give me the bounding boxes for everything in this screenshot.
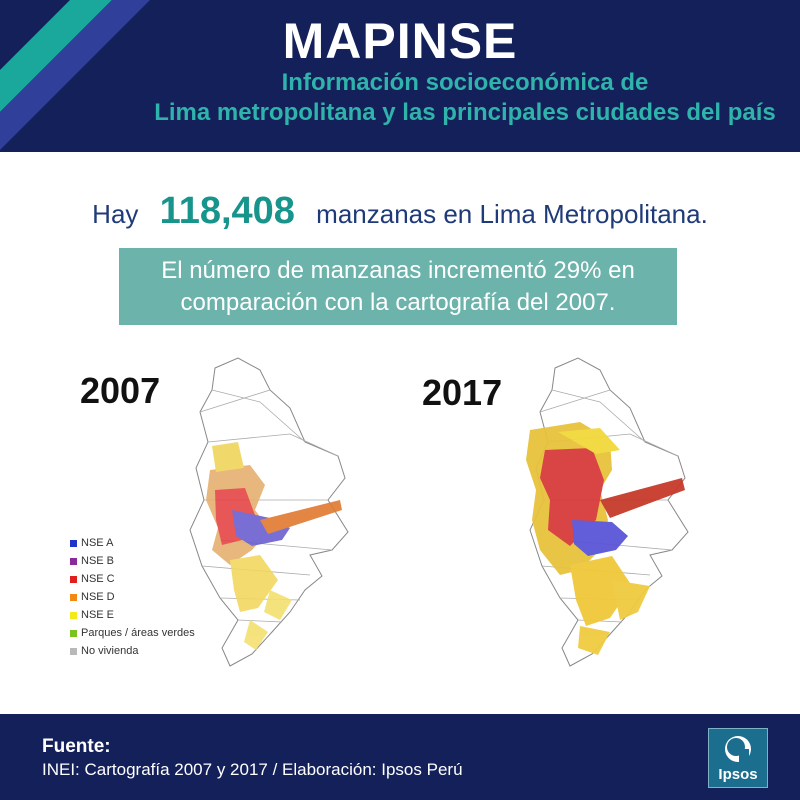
legend-label: NSE E (81, 609, 115, 621)
lima-map-2017 (500, 350, 750, 675)
legend-swatch (70, 594, 77, 601)
page-subtitle (100, 68, 800, 128)
legend-item (70, 606, 195, 624)
lima-map-2007 (160, 350, 410, 675)
legend-label: NSE B (81, 555, 115, 567)
subtitle-line-1: Información socioeconómica de (281, 69, 649, 96)
legend-item (70, 552, 195, 570)
legend-item (70, 570, 195, 588)
subtitle-line-2: Lima metropolitana y las principales ciudades del país (154, 99, 776, 126)
legend-swatch (70, 612, 77, 619)
stat-prefix: Hay (92, 199, 139, 229)
footer-banner (0, 714, 800, 800)
legend-item (70, 534, 195, 552)
head-icon (709, 731, 767, 771)
logo-text: Ipsos (718, 766, 758, 783)
legend-label: Parques / áreas verdes (81, 627, 195, 639)
legend-swatch (70, 576, 77, 583)
legend-label: NSE A (81, 537, 114, 549)
map-legend (70, 534, 195, 660)
legend-item (70, 642, 195, 660)
note-line-1: El número de manzanas incrementó 29% en (161, 257, 635, 284)
source-text: INEI: Cartografía 2007 y 2017 / Elaboración: Ipsos Perú (42, 760, 463, 779)
source-label: Fuente: (42, 736, 111, 757)
urban-blocks-2017 (526, 422, 685, 655)
legend-label: NSE D (81, 591, 115, 603)
map-year-2007-label: 2007 (80, 370, 161, 411)
stat-suffix: manzanas en Lima Metropolitana. (316, 199, 708, 229)
legend-item (70, 588, 195, 606)
legend-label: No vivienda (81, 645, 139, 657)
legend-swatch (70, 648, 77, 655)
map-year-2017-label: 2017 (422, 372, 503, 413)
legend-label: NSE C (81, 573, 115, 585)
legend-swatch (70, 558, 77, 565)
legend-swatch (70, 540, 77, 547)
legend-item (70, 624, 195, 642)
block-count-statement (0, 190, 800, 233)
note-line-2: comparación con la cartografía del 2007. (180, 289, 616, 316)
ipsos-logo (708, 728, 768, 788)
header-banner (0, 0, 800, 152)
legend-swatch (70, 630, 77, 637)
page-title: MAPINSE (282, 13, 518, 69)
stat-number: 118,408 (159, 190, 295, 232)
urban-blocks-2007 (206, 442, 342, 650)
growth-note (119, 248, 677, 325)
